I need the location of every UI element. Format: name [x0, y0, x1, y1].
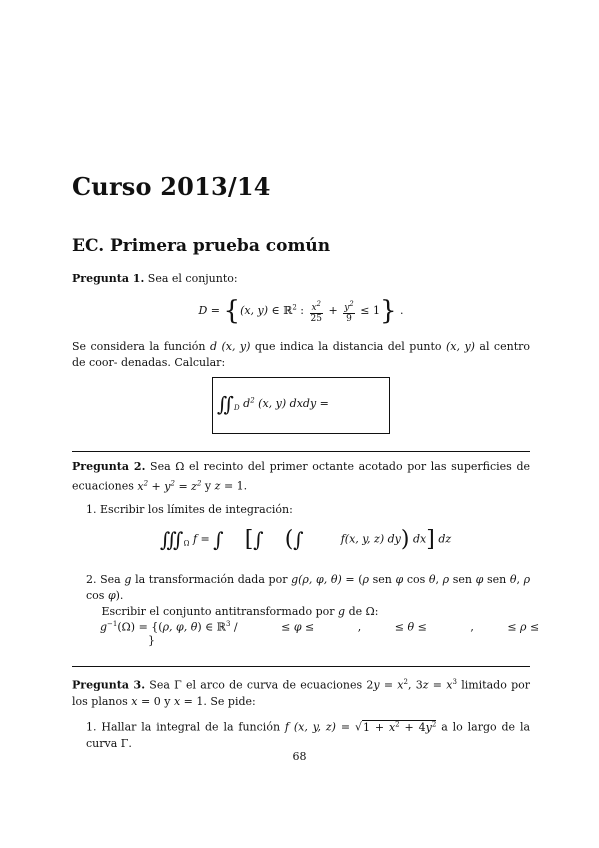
- q3-intro: Pregunta 3. Sea Γ el arco de curva de ecuaciones $2y = x^2$, $3z = x^3$ limitado por los planos x = 0 y x = 1. Se pide:: [72, 678, 530, 708]
- q1-intro-text: Sea el conjunto:: [147, 272, 238, 285]
- q3-label: Pregunta 3.: [72, 678, 146, 692]
- page-number: 68: [292, 750, 307, 763]
- divider-1: [72, 451, 530, 452]
- q2-integral-limits: $∭_\Omega$ f = ∫ [∫ (∫ f(x, y, z) dy) dx] dz: [160, 527, 452, 552]
- q3-item-1: 1. Hallar la integral de la función f (x, y, $z) = √1 + x^2 + 4y^2$ a lo largo de la curva Γ.: [86, 720, 531, 750]
- q1-statement: Se considera la función d (x, y) que indica la distancia del punto (x, y) al centro de coor- denadas. Calcular:: [72, 340, 530, 369]
- divider-2: [72, 666, 530, 667]
- q1-answer-box: [212, 377, 390, 434]
- q1-integral: $∬_D$ $d^2$ (x, y) dxdy =: [217, 392, 329, 416]
- q1-intro: [72, 271, 530, 287]
- q2-intro: Pregunta 2. Sea Ω el recinto del primer octante acotado por las superficies de ecuaciones $x^2 + y^2 = z^2$ y z = 1.: [72, 460, 531, 493]
- q1-set-definition: D = {(x, y) ∈ ℝ$^2$ : $\frac{x^2}{25}$ + $\frac{y^2}{9}$ ≤ 1} .: [198, 296, 404, 326]
- q2-item-1: 1. Escribir los límites de integración:: [86, 503, 293, 516]
- q2-label: Pregunta 2.: [72, 460, 146, 473]
- section-title: EC. Primera prueba común: [72, 236, 331, 256]
- q1-label: Pregunta 1.: [72, 272, 145, 285]
- q2-preimage-set: $g^{-1}(\Omega) = \{(\rho$, φ, θ) ∈ ℝ$^3$ / ≤ φ ≤ , ≤ θ ≤ , ≤ ρ ≤ }: [100, 620, 540, 647]
- q2-item-2: 2. Sea g la transformación dada por g(ρ, φ, θ) = (ρ sen φ cos θ, ρ sen φ sen θ, ρ cos φ). Escribir el conjunto antitransformado por g de Ω:: [86, 573, 531, 618]
- chapter-title: Curso 2013/14: [72, 172, 271, 201]
